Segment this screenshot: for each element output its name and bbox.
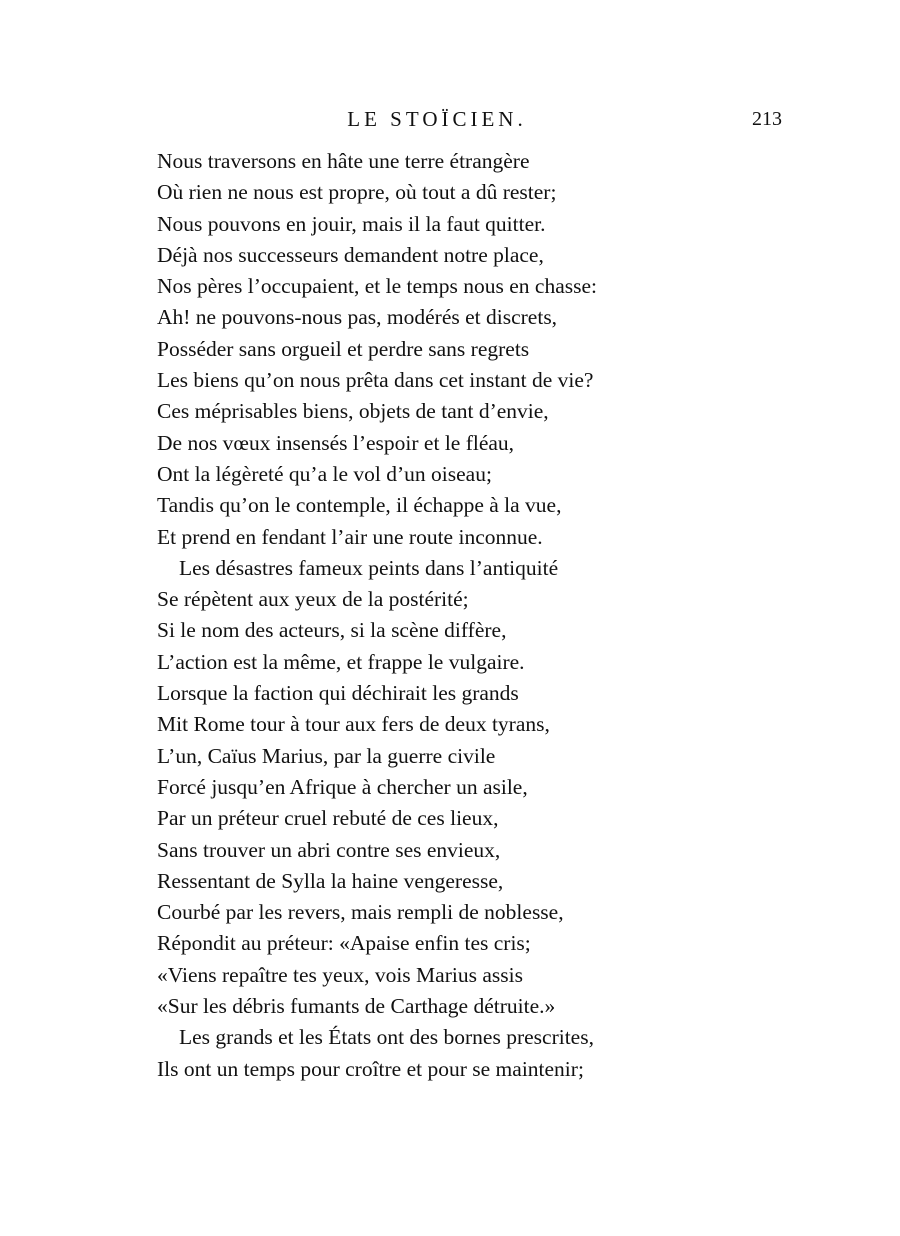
- verse-line: L’action est la même, et frappe le vulgaire.: [157, 649, 525, 674]
- verse-line: Mit Rome tour à tour aux fers de deux tyrans,: [157, 712, 550, 737]
- verse-line: Ressentant de Sylla la haine vengeresse,: [157, 868, 504, 893]
- verse-line: L’un, Caïus Marius, par la guerre civile: [157, 743, 496, 768]
- verse-line: «Sur les débris fumants de Carthage détruite.»: [157, 994, 556, 1019]
- verse-line: Ont la légèreté qu’a le vol d’un oiseau;: [157, 461, 492, 486]
- running-head: [0, 104, 900, 134]
- verse-line: Forcé jusqu’en Afrique à chercher un asile,: [157, 774, 528, 799]
- verse-line: Lorsque la faction qui déchirait les grands: [157, 681, 519, 706]
- verse-line: Ah! ne pouvons-nous pas, modérés et discrets,: [157, 305, 558, 330]
- verse-line: Sans trouver un abri contre ses envieux,: [157, 837, 501, 862]
- verse-line: Et prend en fendant l’air une route inconnue.: [157, 524, 543, 549]
- running-title: LE STOÏCIEN.: [347, 107, 527, 131]
- verse-line: «Viens repaître tes yeux, vois Marius assis: [157, 962, 523, 987]
- verse-line: De nos vœux insensés l’espoir et le fléau,: [157, 430, 515, 455]
- page-number: 213: [752, 108, 782, 130]
- verse-line: Si le nom des acteurs, si la scène diffère,: [157, 618, 507, 643]
- poem-body: [157, 146, 717, 1085]
- verse-line: Nous traversons en hâte une terre étrangère: [157, 149, 530, 173]
- verse-line: Ils ont un temps pour croître et pour se maintenir;: [157, 1056, 584, 1081]
- verse-line: Où rien ne nous est propre, où tout a dû rester;: [157, 180, 557, 205]
- verse-line: Se répètent aux yeux de la postérité;: [157, 587, 469, 612]
- verse-line: Posséder sans orgueil et perdre sans regrets: [157, 336, 530, 361]
- verse-line: Les désastres fameux peints dans l’antiquité: [179, 555, 559, 580]
- verse-line: Par un préteur cruel rebuté de ces lieux,: [157, 806, 499, 831]
- verse-line: Les grands et les États ont des bornes prescrites,: [179, 1025, 594, 1050]
- verse-line: Déjà nos successeurs demandent notre place,: [157, 242, 544, 267]
- verse-line: Répondit au préteur: «Apaise enfin tes cris;: [157, 931, 531, 956]
- verse-line: Les biens qu’on nous prêta dans cet instant de vie?: [157, 368, 594, 393]
- verse-line: Nos pères l’occupaient, et le temps nous en chasse:: [157, 274, 598, 299]
- verse-line: Ces méprisables biens, objets de tant d’envie,: [157, 399, 549, 424]
- verse-line: Nous pouvons en jouir, mais il la faut quitter.: [157, 211, 546, 236]
- verse-line: Tandis qu’on le contemple, il échappe à la vue,: [157, 493, 562, 518]
- verse-line: Courbé par les revers, mais rempli de noblesse,: [157, 900, 564, 925]
